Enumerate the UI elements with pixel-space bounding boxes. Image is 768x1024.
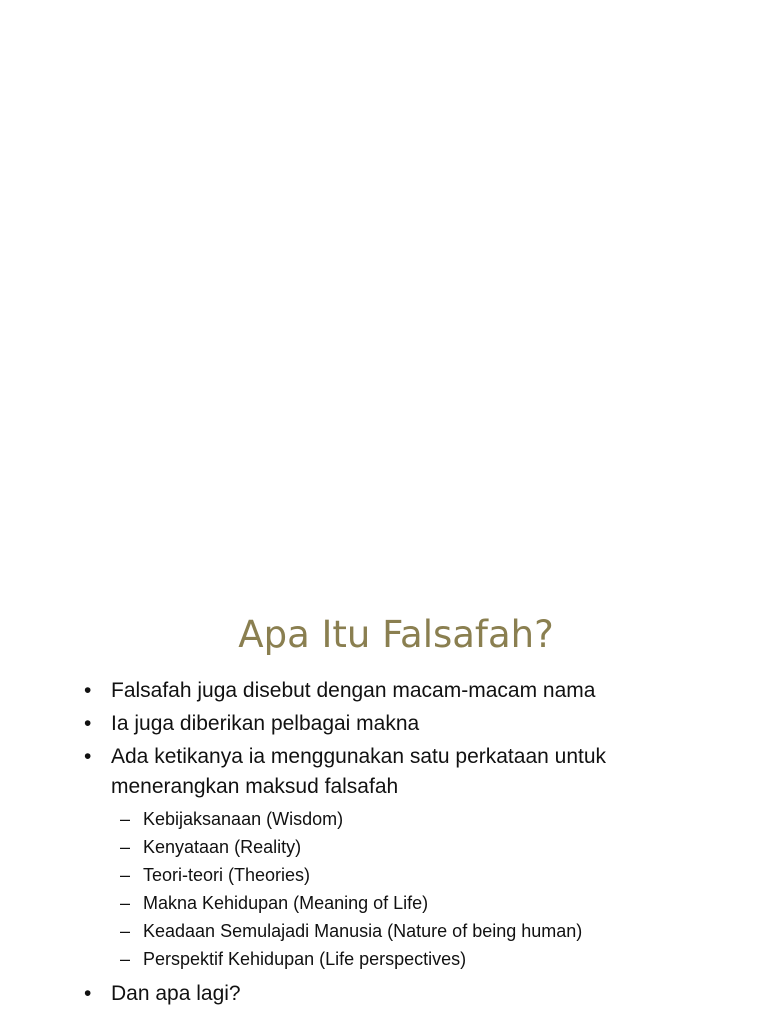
sub-bullet-list	[120, 805, 768, 973]
dash-marker: –	[120, 809, 131, 829]
dash-marker: –	[120, 921, 131, 941]
sub-bullet-item	[120, 917, 768, 945]
sub-bullet-text: Kebijaksanaan (Wisdom)	[143, 809, 344, 829]
sub-bullet-text: Perspektif Kehidupan (Life perspectives)	[143, 949, 467, 969]
bullet-text: Ada ketikanya ia menggunakan satu perkataan untuk menerangkan maksud falsafah	[111, 745, 607, 798]
bullet-list	[84, 676, 768, 1012]
sub-bullet-item	[120, 861, 768, 889]
sub-bullet-text: Keadaan Semulajadi Manusia (Nature of being human)	[143, 921, 583, 941]
dash-marker: –	[120, 865, 131, 885]
sub-bullet-item	[120, 945, 768, 973]
bullet-text: Ia juga diberikan pelbagai makna	[111, 712, 420, 735]
bullet-text: Dan apa lagi?	[111, 982, 241, 1005]
sub-bullet-item	[120, 805, 768, 833]
bullet-marker: •	[84, 745, 92, 768]
slide-title: Apa Itu Falsafah?	[238, 613, 554, 656]
bullet-text: Falsafah juga disebut dengan macam-macam nama	[111, 679, 596, 702]
bullet-item	[84, 676, 768, 706]
bullet-item	[84, 979, 768, 1009]
sub-bullet-text: Kenyataan (Reality)	[143, 837, 302, 857]
bullet-marker: •	[84, 679, 92, 702]
dash-marker: –	[120, 893, 131, 913]
dash-marker: –	[120, 949, 131, 969]
sub-bullet-text: Makna Kehidupan (Meaning of Life)	[143, 893, 429, 913]
sub-bullet-item	[120, 833, 768, 861]
bullet-item	[84, 742, 768, 973]
bullet-marker: •	[84, 982, 92, 1005]
sub-bullet-item	[120, 889, 768, 917]
bullet-item	[84, 709, 768, 739]
dash-marker: –	[120, 837, 131, 857]
sub-bullet-text: Teori-teori (Theories)	[143, 865, 311, 885]
bullet-marker: •	[84, 712, 92, 735]
